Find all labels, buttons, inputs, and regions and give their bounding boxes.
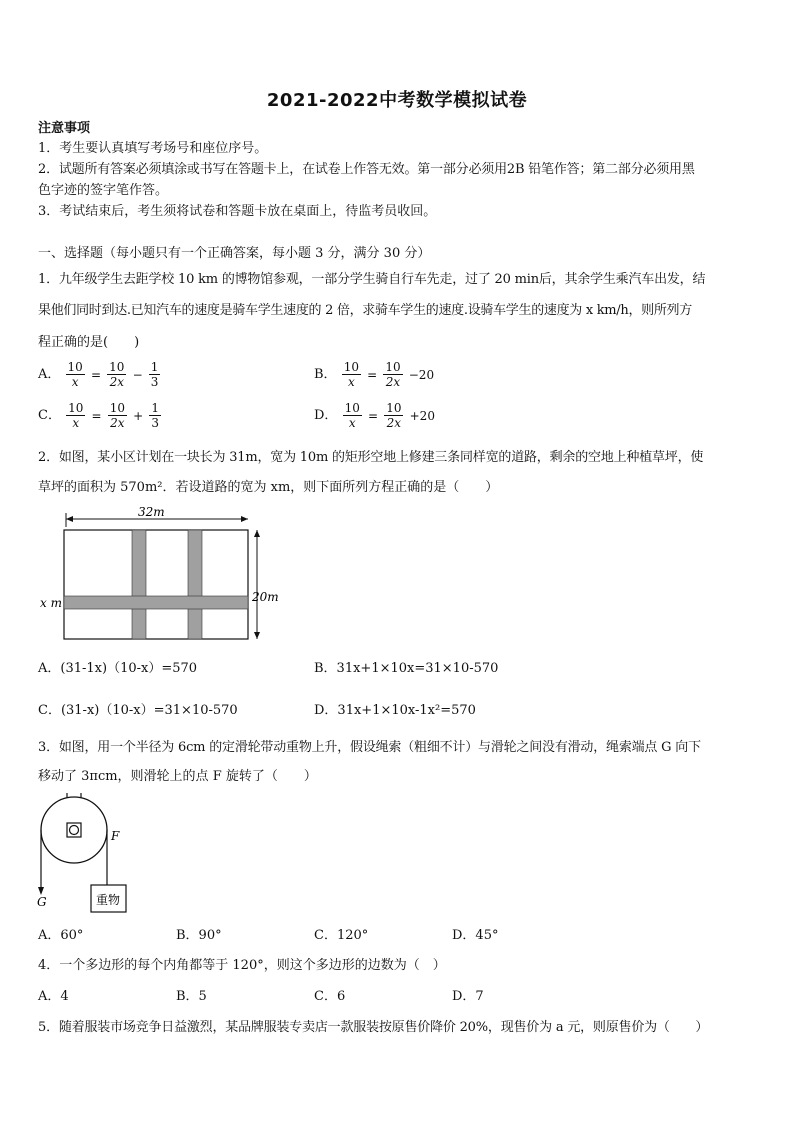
notice-item: 2．试题所有答案必须填涂或书写在答题卡上，在试卷上作答无效。第一部分必须用2B 铅笔作答；第二部分必须用黑 — [38, 162, 695, 177]
question-1-text: 1．九年级学生去距学校 10 km 的博物馆参观，一部分学生骑自行车先走，过了 20 min后，其余学生乘汽车出发，结 — [38, 272, 706, 287]
label-g: G — [37, 895, 47, 909]
axle — [70, 826, 79, 835]
vertical-road — [132, 530, 146, 639]
arrowhead — [241, 516, 248, 522]
question-2-option-b[interactable]: B．31x+1×10x=31×10-570 — [314, 661, 499, 676]
question-1-option-c[interactable]: C． $\frac{10}{x}$ = $\frac{10}{2x}$ + $\frac{1}{3}$ — [38, 401, 159, 430]
fraction: $\frac{10}{2x}$ — [109, 401, 125, 430]
arrowhead — [38, 887, 44, 895]
question-4-option-c[interactable]: C．6 — [314, 989, 346, 1004]
fraction: $\frac{10}{2x}$ — [109, 360, 125, 389]
right-dimension-label: 20m — [252, 590, 279, 604]
horizontal-road — [64, 596, 248, 609]
question-3-option-d[interactable]: D．45° — [452, 928, 499, 943]
fraction: $\frac{10}{x}$ — [67, 360, 83, 389]
road-width-label: x m — [40, 596, 62, 610]
pulley-diagram — [34, 793, 134, 915]
question-3-text: 移动了 3πcm，则滑轮上的点 F 旋转了（ ） — [38, 769, 317, 784]
field-rectangle — [64, 530, 248, 639]
question-2-option-c[interactable]: C．(31-x)（10-x）=31×10-570 — [38, 703, 238, 718]
question-2-option-a[interactable]: A．(31-1x)（10-x）=570 — [38, 661, 198, 676]
weight-label: 重物 — [96, 893, 121, 907]
question-3-text: 3．如图，用一个半径为 6cm 的定滑轮带动重物上升，假设绳索（粗细不计）与滑轮之间没有滑动，绳索端点 G 向下 — [38, 740, 701, 755]
question-2-text: 2．如图，某小区计划在一块长为 31m，宽为 10m 的矩形空地上修建三条同样宽的道路，剩余的空地上种植草坪，使 — [38, 450, 704, 465]
fraction: $\frac{10}{2x}$ — [386, 401, 402, 430]
arrowhead — [66, 516, 73, 522]
section-heading: 一、选择题（每小题只有一个正确答案，每小题 3 分，满分 30 分） — [38, 246, 431, 261]
notice-heading: 注意事项 — [38, 121, 91, 136]
label-f: F — [111, 829, 120, 843]
fraction: $\frac{10}{2x}$ — [385, 360, 401, 389]
question-1-option-d[interactable]: D． $\frac{10}{x}$ = $\frac{10}{2x}$ +20 — [314, 401, 435, 430]
notice-item: 1．考生要认真填写考场号和座位序号。 — [38, 141, 268, 156]
top-dimension-label: 32m — [138, 505, 165, 519]
question-2-option-d[interactable]: D．31x+1×10x-1x²=570 — [314, 703, 476, 718]
arrowhead — [254, 530, 260, 537]
question-1-text: 果他们同时到达.已知汽车的速度是骑车学生速度的 2 倍，求骑车学生的速度.设骑车学生的速度为 x km/h，则所列方 — [38, 303, 692, 318]
question-5-text: 5．随着服装市场竞争日益激烈，某品牌服装专卖店一款服装按原售价降价 20%，现售价为 a 元，则原售价为（ ） — [38, 1020, 709, 1035]
fraction: $\frac{10}{x}$ — [68, 401, 84, 430]
question-1-option-b[interactable]: B． $\frac{10}{x}$ = $\frac{10}{2x}$ −20 — [314, 360, 435, 389]
vertical-road — [188, 530, 202, 639]
fraction: $\frac{10}{x}$ — [344, 401, 360, 430]
notice-item: 3．考试结束后，考生须将试卷和答题卡放在桌面上，待监考员收回。 — [38, 204, 437, 219]
question-4-option-d[interactable]: D．7 — [452, 989, 484, 1004]
fraction: $\frac{10}{x}$ — [343, 360, 359, 389]
question-3-option-c[interactable]: C．120° — [314, 928, 369, 943]
notice-item: 色字迹的签字笔作答。 — [38, 183, 169, 198]
question-1-option-a[interactable]: A． $\frac{10}{x}$ = $\frac{10}{2x}$ − $\frac{1}{3}$ — [38, 360, 159, 389]
question-3-option-a[interactable]: A．60° — [38, 928, 84, 943]
question-4-option-a[interactable]: A．4 — [38, 989, 69, 1004]
road-diagram — [36, 503, 286, 648]
page-title: 2021-2022中考数学模拟试卷 — [266, 90, 528, 111]
question-4-option-b[interactable]: B．5 — [176, 989, 207, 1004]
question-3-option-b[interactable]: B．90° — [176, 928, 222, 943]
fraction: $\frac{1}{3}$ — [150, 360, 159, 389]
question-4-text: 4．一个多边形的每个内角都等于 120°，则这个多边形的边数为（ ） — [38, 958, 446, 973]
fraction: $\frac{1}{3}$ — [151, 401, 159, 430]
question-2-text: 草坪的面积为 570m²．若设道路的宽为 xm，则下面所列方程正确的是（ ） — [38, 480, 499, 495]
arrowhead — [254, 632, 260, 639]
question-1-text: 程正确的是( ) — [38, 335, 140, 350]
